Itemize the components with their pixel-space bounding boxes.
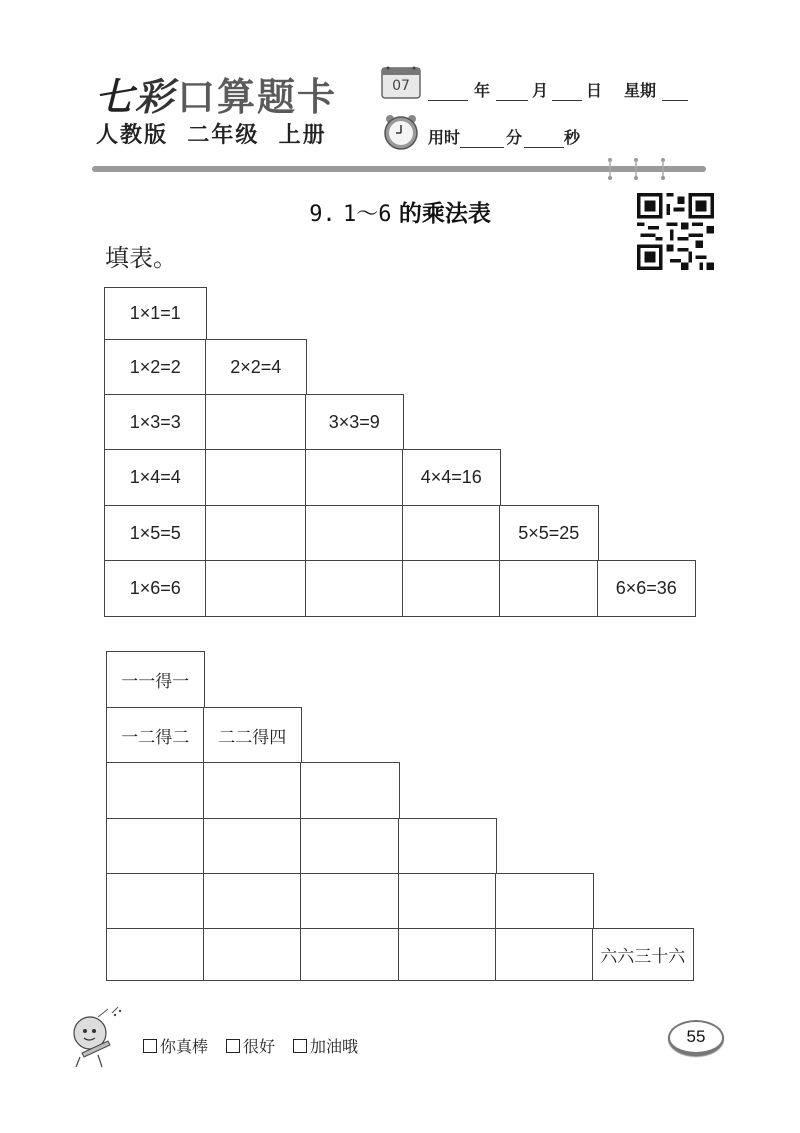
table-cell[interactable]: [495, 873, 594, 930]
table-cell[interactable]: [205, 505, 307, 562]
day-label: 日: [586, 81, 603, 100]
month-input[interactable]: [496, 87, 528, 101]
table-cell[interactable]: [300, 928, 400, 981]
rating-option-good[interactable]: [226, 1034, 275, 1057]
table-cell[interactable]: [106, 762, 205, 820]
table-cell[interactable]: 六六三十六: [592, 928, 694, 981]
table-cell[interactable]: [495, 928, 594, 981]
table-cell[interactable]: 1×5=5: [104, 505, 207, 562]
table-cell[interactable]: 3×3=9: [305, 394, 404, 451]
table-cell[interactable]: [398, 818, 497, 875]
table-cell[interactable]: 1×2=2: [104, 339, 207, 396]
header-divider: [92, 166, 706, 172]
mascot-illustration: [68, 1005, 128, 1070]
qr-code-icon[interactable]: [637, 193, 714, 270]
table-cell[interactable]: 一一得一: [106, 651, 205, 709]
table-cell[interactable]: [203, 818, 302, 875]
table-cell[interactable]: [402, 505, 501, 562]
table-cell[interactable]: [106, 818, 205, 875]
table-cell[interactable]: [203, 873, 302, 930]
title-text: 的乘法表: [398, 201, 491, 227]
table-cell[interactable]: 1×3=3: [104, 394, 207, 451]
year-label: 年: [474, 81, 491, 100]
brand-logo: [95, 66, 337, 121]
table-cell[interactable]: [300, 762, 400, 820]
binder-ring-icon: [661, 158, 665, 180]
checkbox-icon[interactable]: [143, 1039, 157, 1053]
time-used-label: 用时: [428, 128, 461, 147]
rating-label: 加油哦: [310, 1037, 359, 1056]
minutes-input[interactable]: [460, 134, 504, 148]
time-fields: [428, 125, 580, 148]
instruction-text: 填表。: [105, 244, 177, 272]
rating-option-great[interactable]: [143, 1034, 208, 1057]
brand-char-cai: 彩: [135, 75, 176, 119]
year-input[interactable]: [428, 87, 468, 101]
table-cell[interactable]: [205, 394, 307, 451]
table-cell[interactable]: [203, 762, 302, 820]
table-cell[interactable]: 1×1=1: [104, 287, 207, 341]
table-cell[interactable]: [402, 560, 501, 617]
rating-label: 很好: [243, 1037, 276, 1056]
table-cell[interactable]: [106, 928, 205, 981]
table-cell[interactable]: 2×2=4: [205, 339, 307, 396]
table-cell[interactable]: 6×6=36: [597, 560, 696, 617]
binder-ring-icon: [634, 158, 638, 180]
table-cell[interactable]: [300, 818, 400, 875]
weekday-input[interactable]: [662, 87, 688, 101]
table-cell[interactable]: [398, 873, 497, 930]
table-cell[interactable]: [203, 928, 302, 981]
table-cell[interactable]: 1×6=6: [104, 560, 207, 617]
brand-char-qi: 七: [95, 75, 136, 119]
day-input[interactable]: [552, 87, 582, 101]
table-cell[interactable]: [398, 928, 497, 981]
table-cell[interactable]: [499, 560, 599, 617]
month-label: 月: [532, 81, 549, 100]
table-cell[interactable]: [106, 873, 205, 930]
table-cell[interactable]: [305, 505, 404, 562]
weekday-label: 星期: [624, 81, 657, 100]
table-cell[interactable]: [305, 449, 404, 507]
seconds-label: 秒: [564, 128, 581, 147]
table-cell[interactable]: [205, 560, 307, 617]
date-fields: [428, 78, 688, 101]
table-cell[interactable]: 二二得四: [203, 707, 302, 764]
binder-ring-icon: [608, 158, 612, 180]
table-cell[interactable]: [305, 560, 404, 617]
brand-title: 口算题卡: [177, 75, 338, 119]
checkbox-icon[interactable]: [226, 1039, 240, 1053]
title-range: 1～6: [343, 202, 392, 227]
calendar-day: 07: [392, 78, 410, 94]
rating-option-keep-trying[interactable]: [293, 1034, 358, 1057]
table-cell[interactable]: 一二得二: [106, 707, 205, 764]
calendar-icon: [381, 65, 421, 99]
page-number: 55: [668, 1020, 724, 1056]
section-number: 9.: [309, 202, 336, 227]
checkbox-icon[interactable]: [293, 1039, 307, 1053]
table-cell[interactable]: 5×5=25: [499, 505, 599, 562]
edition-label: 人教版 二年级 上册: [96, 123, 327, 148]
table-cell[interactable]: [300, 873, 400, 930]
rating-label: 你真棒: [160, 1037, 209, 1056]
seconds-input[interactable]: [524, 134, 564, 148]
self-rating: [143, 1034, 358, 1057]
table-cell[interactable]: 1×4=4: [104, 449, 207, 507]
table-cell[interactable]: 4×4=16: [402, 449, 501, 507]
clock-icon: [382, 112, 420, 150]
table-cell[interactable]: [205, 449, 307, 507]
minutes-label: 分: [506, 128, 523, 147]
